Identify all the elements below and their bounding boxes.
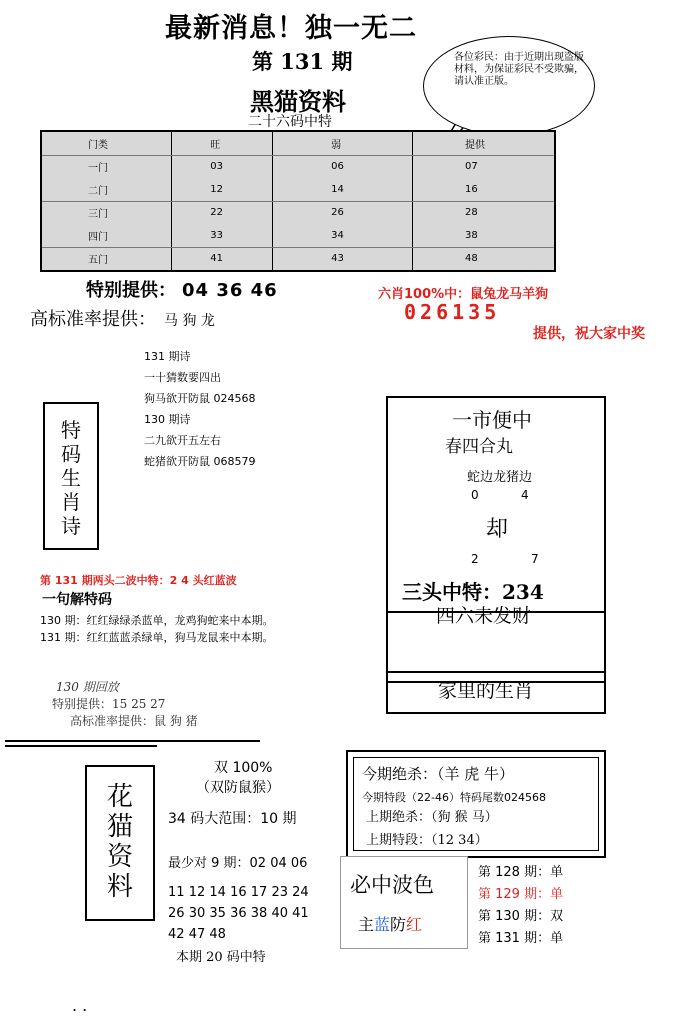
- wave-mid: 防: [390, 915, 407, 934]
- riddle-line: 131 期：红红蓝蓝杀绿单，狗马龙鼠来中本期。: [40, 631, 274, 644]
- issue-number: 第 131 期: [252, 49, 353, 74]
- number: 48: [209, 927, 226, 942]
- high-rate-provision: [30, 305, 215, 331]
- red-ad-wish: 提供，祝大家中奖: [533, 326, 645, 342]
- table-cell: 06: [273, 155, 413, 178]
- number: 17: [250, 885, 268, 900]
- review-line: 特别提供：15 25 27: [52, 697, 166, 711]
- table-header-row: [42, 132, 554, 155]
- table-row: [42, 178, 554, 201]
- home-zodiac: 家里的生肖: [438, 680, 534, 702]
- table-row: [42, 247, 554, 270]
- special-label: 特别提供：: [86, 280, 176, 301]
- two-head-wave: 第 131 期两头二波中特：2 4 头红蓝波: [40, 574, 237, 587]
- table-cell: 五门: [88, 255, 108, 267]
- review-line: 高标准率提供：鼠 狗 猪: [70, 714, 198, 728]
- table-cell: 33: [172, 224, 273, 247]
- number: 36: [230, 906, 247, 921]
- kill-line: 今期特段（22-46）特码尾数024568: [362, 791, 546, 804]
- poem-line: 二九欲开五左右: [144, 434, 221, 447]
- number: 26: [168, 906, 185, 921]
- table-cell: 12: [172, 178, 273, 201]
- riddle-digit: 4: [521, 488, 529, 502]
- wave-blue: 蓝: [374, 915, 391, 934]
- period-list: [478, 862, 563, 950]
- footer-dots: . .: [72, 996, 88, 1015]
- table-cell: 28: [413, 201, 554, 224]
- special-numbers: 04 36 46: [182, 280, 278, 301]
- notice-text: 各位彩民：由于近期出现盗版材料，为保证彩民不受欺骗，请认准正版。: [454, 52, 584, 87]
- double-line: 双 100%: [214, 760, 273, 776]
- number: 35: [209, 906, 226, 921]
- four-six: 四六未发财: [436, 605, 532, 627]
- poem-lines: [144, 346, 256, 472]
- three-heads: 三头中特：234: [402, 580, 544, 604]
- kill-line: 今期绝杀：（羊 虎 牛）: [362, 765, 515, 783]
- riddle-digit: 2: [471, 552, 479, 566]
- wave-red: 红: [406, 915, 423, 934]
- riddle-digit: 7: [531, 552, 539, 566]
- table-header: 弱: [273, 132, 413, 155]
- number: 30: [188, 906, 206, 921]
- riddle-heading: 一句解特码: [42, 592, 112, 608]
- kill-line: 上期绝杀：（狗 猴 马）: [366, 810, 498, 825]
- numbers-table: [40, 130, 556, 272]
- period-item: 第 129 期：单: [478, 887, 564, 902]
- brand-title: 黑猫资料: [250, 87, 346, 116]
- riddle-middle: 却: [486, 517, 509, 542]
- poem-line: 狗马欲开防鼠 024568: [144, 392, 256, 405]
- red-ad-number: 026135: [404, 300, 501, 324]
- number: 40: [271, 906, 288, 921]
- special-provision: [86, 276, 278, 302]
- wave-color-title: 必中波色: [350, 873, 434, 897]
- riddle-line: 130 期：红红绿绿杀蓝单，龙鸡狗蛇来中本期。: [40, 614, 274, 627]
- number: 23: [271, 885, 288, 900]
- table-cell: 34: [273, 224, 413, 247]
- table-cell: 03: [172, 155, 273, 178]
- poem-line: 蛇猪欲开防鼠 068579: [144, 455, 256, 468]
- table-cell: 07: [413, 155, 554, 178]
- table-header: 旺: [172, 132, 273, 155]
- table-cell: 26: [273, 201, 413, 224]
- table-cell: 16: [413, 178, 554, 201]
- period-item: 第 130 期：双: [478, 909, 564, 924]
- number-list: [168, 882, 328, 945]
- range-line: 34 码大范围：10 期: [168, 811, 297, 827]
- table-cell: 48: [413, 247, 554, 270]
- riddle-digit: 0: [471, 488, 479, 502]
- riddle-title: 一市便中: [452, 408, 532, 432]
- high-rate-label: 高标准率提供：: [30, 309, 156, 330]
- number: 47: [188, 927, 206, 942]
- number: 14: [209, 885, 226, 900]
- number: 24: [292, 885, 309, 900]
- high-rate-value: 马 狗 龙: [164, 313, 215, 329]
- divider: [5, 740, 260, 742]
- review-title: 130 期回放: [56, 680, 119, 694]
- poem-title: 特码生肖诗: [61, 418, 81, 538]
- table-row: [42, 201, 554, 224]
- riddle-subtitle: 春四合丸: [445, 437, 513, 457]
- table-header: 门类: [42, 132, 172, 155]
- min-pair-line: 最少对 9 期：02 04 06: [168, 856, 308, 871]
- double-sub: （双防鼠猴）: [196, 780, 280, 796]
- table-row: [42, 224, 554, 247]
- number: 12: [188, 885, 206, 900]
- number: 38: [250, 906, 268, 921]
- table-cell: 二门: [42, 178, 172, 201]
- table-cell: 三门: [88, 209, 108, 221]
- poem-line: 130 期诗: [144, 413, 191, 426]
- table-cell: 四门: [42, 224, 172, 247]
- number: 16: [230, 885, 247, 900]
- riddle-line: 蛇边龙猪边: [467, 470, 533, 485]
- huamao-title: 花猫资料: [106, 782, 133, 902]
- period-item: 第 128 期：单: [478, 865, 564, 880]
- poem-line: 一十猜数要四出: [144, 371, 221, 384]
- poem-line: 131 期诗: [144, 350, 191, 363]
- table-cell: 41: [172, 247, 273, 270]
- period-item: 第 131 期：单: [478, 931, 564, 946]
- number: 11: [168, 885, 185, 900]
- table-header: 提供: [413, 132, 554, 155]
- wave-prefix: 主: [358, 915, 375, 934]
- divider: [388, 671, 604, 673]
- divider: [5, 745, 157, 747]
- wave-color-value: [358, 912, 422, 935]
- table-cell: 一门: [88, 163, 108, 175]
- table-cell: 43: [273, 247, 413, 270]
- kill-line: 上期特段：（12 34）: [366, 833, 488, 848]
- table-row: [42, 155, 554, 178]
- twenty-codes-line: 本期 20 码中特: [176, 950, 266, 965]
- red-ad-line: 六肖100%中：鼠兔龙马羊狗: [378, 287, 549, 302]
- number: 42: [168, 927, 185, 942]
- subtitle: 二十六码中特: [248, 114, 332, 130]
- table-cell: 14: [273, 178, 413, 201]
- table-cell: 22: [172, 201, 273, 224]
- table-cell: 38: [413, 224, 554, 247]
- number: 41: [292, 906, 309, 921]
- headline: 最新消息！独一无二: [165, 13, 417, 44]
